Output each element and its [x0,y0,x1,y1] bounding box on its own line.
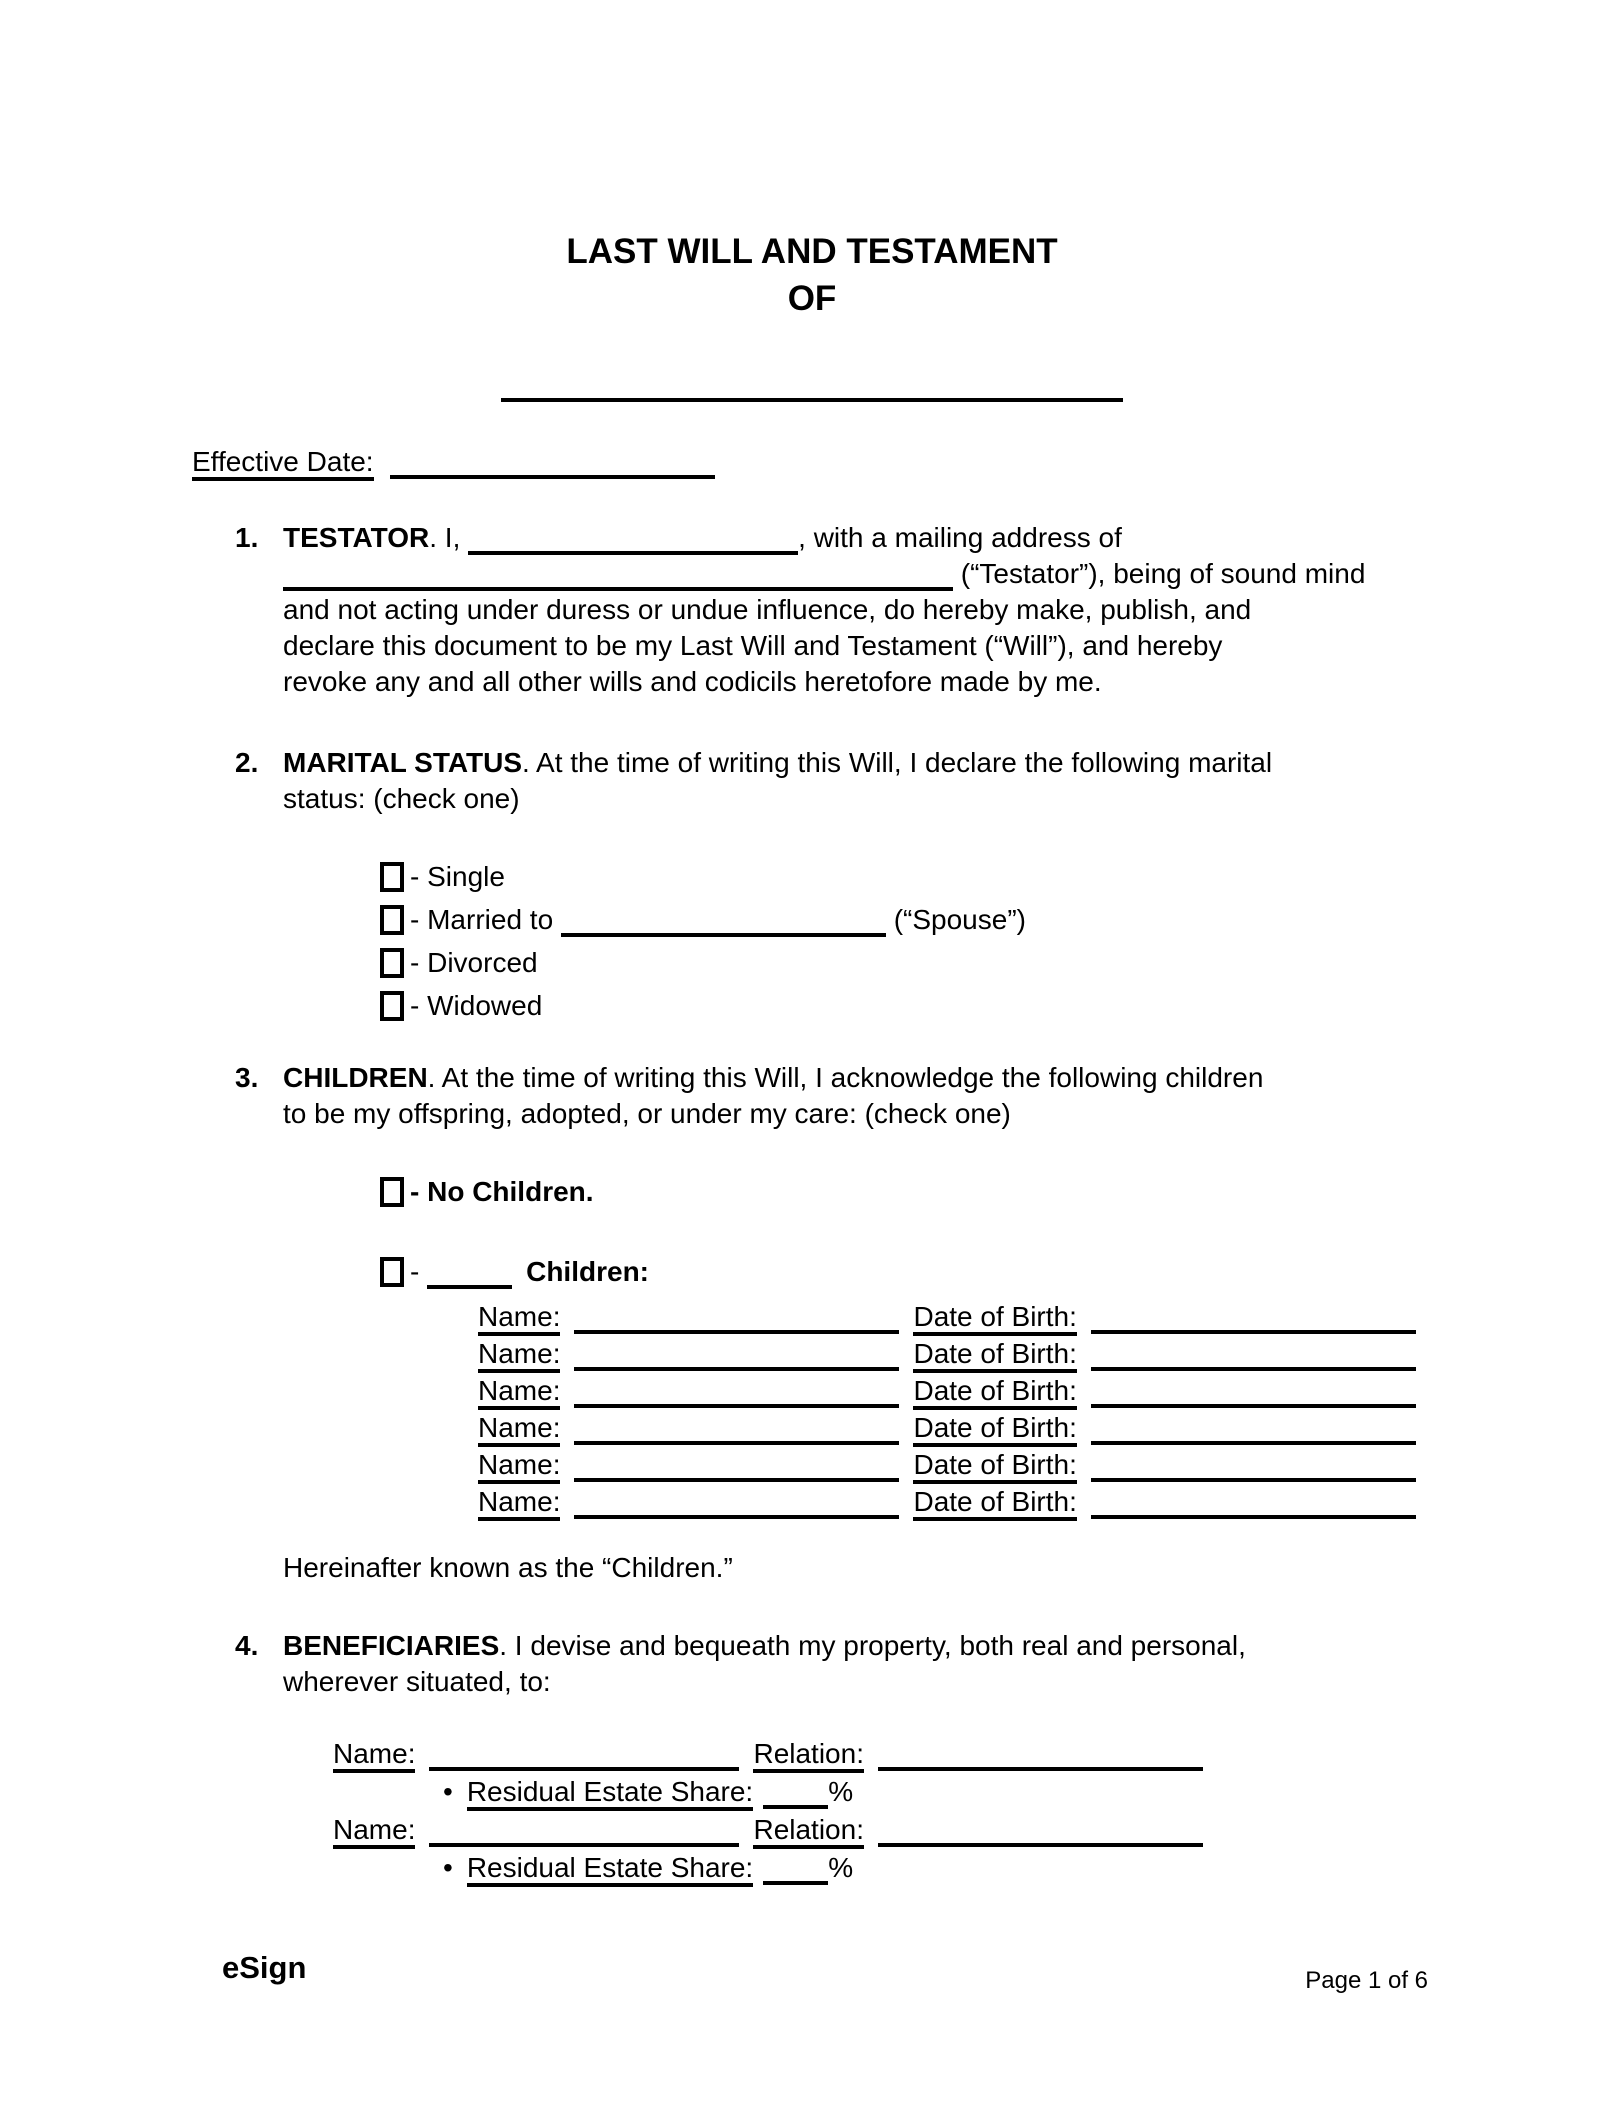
section-marital-number: 2. [235,747,259,778]
child-dob-field-4[interactable] [1091,1419,1416,1445]
option-married-label: - Married to [410,904,561,935]
checkbox-children[interactable] [380,1257,404,1287]
testator-fullname-field[interactable] [468,529,798,555]
document-title [192,228,1432,322]
testator-line4: declare this document to be my Last Will and Testament (“Will”), and hereby [283,630,1223,661]
child-name-field-6[interactable] [574,1493,899,1519]
option-single [380,855,1432,898]
option-divorced [380,941,1432,984]
beneficiaries-list [333,1735,1432,1887]
beneficiaries-line2: wherever situated, to: [283,1666,551,1697]
page-indicator: Page 1 of 6 [1305,1967,1428,1994]
child-dob-label: Date of Birth: [913,1412,1076,1447]
residual-share-field-2[interactable] [763,1859,828,1885]
children-list [478,1298,1432,1520]
checkbox-no-children[interactable] [380,1177,404,1207]
title-line2: OF [787,279,837,318]
child-dob-field-6[interactable] [1091,1493,1416,1519]
beneficiary-entry-2 [333,1811,1432,1887]
children-line2: to be my offspring, adopted, or under my care: (check one) [283,1098,1011,1129]
child-name-field-5[interactable] [574,1456,899,1482]
title-line1: LAST WILL AND TESTAMENT [566,232,1058,271]
child-dob-field-2[interactable] [1091,1345,1416,1371]
option-married [380,898,1432,941]
hereinafter-note: Hereinafter known as the “Children.” [283,1552,733,1583]
section-children [235,1060,1432,1586]
child-dob-field-1[interactable] [1091,1308,1416,1334]
residual-share-label: Residual Estate Share: [467,1776,753,1811]
child-dob-label: Date of Birth: [913,1486,1076,1521]
esign-logo: eSign [222,1950,307,1985]
no-children-label: - No Children. [410,1176,594,1207]
child-dob-label: Date of Birth: [913,1338,1076,1373]
child-name-label: Name: [478,1449,560,1484]
children-count-label: Children: [526,1256,649,1287]
beneficiary-relation-field-2[interactable] [878,1821,1203,1847]
residual-share-label: Residual Estate Share: [467,1852,753,1887]
child-name-label: Name: [478,1301,560,1336]
child-name-field-4[interactable] [574,1419,899,1445]
beneficiary-relation-label: Relation: [753,1814,864,1849]
child-name-field-2[interactable] [574,1345,899,1371]
testator-line2-end: (“Testator”), being of sound mind [953,558,1366,589]
option-divorced-label: - Divorced [410,947,538,978]
residual-share-field-1[interactable] [763,1783,828,1809]
child-row-3 [478,1372,1432,1409]
child-row-6 [478,1483,1432,1520]
child-dob-field-3[interactable] [1091,1382,1416,1408]
section-beneficiaries [235,1628,1432,1887]
child-dob-field-5[interactable] [1091,1456,1416,1482]
testator-name-field[interactable] [501,398,1123,402]
option-married-suffix: (“Spouse”) [885,904,1026,935]
checkbox-married[interactable] [380,905,404,935]
beneficiary-relation-label: Relation: [753,1738,864,1773]
marital-line1: . At the time of writing this Will, I declare the following marital [522,747,1273,778]
option-widowed [380,984,1432,1027]
option-single-label: - Single [410,861,505,892]
bullet-icon: • [443,1776,453,1807]
bullet-icon: • [443,1852,453,1883]
child-dob-label: Date of Birth: [913,1449,1076,1484]
mailing-address-field[interactable] [283,565,953,591]
effective-date-field[interactable] [390,453,715,479]
child-row-4 [478,1409,1432,1446]
child-name-label: Name: [478,1412,560,1447]
checkbox-divorced[interactable] [380,948,404,978]
section-children-number: 3. [235,1062,259,1093]
percent-sign: % [828,1852,854,1883]
section-testator [235,520,1432,700]
beneficiary-entry-1 [333,1735,1432,1811]
marital-line2: status: (check one) [283,783,520,814]
child-dob-label: Date of Birth: [913,1301,1076,1336]
testator-line3: and not acting under duress or undue influence, do hereby make, publish, and [283,594,1252,625]
beneficiary-name-field-2[interactable] [429,1821,739,1847]
effective-date-row [192,444,1432,480]
child-name-field-3[interactable] [574,1382,899,1408]
marital-options [380,855,1432,1027]
effective-date-label: Effective Date: [192,446,374,481]
option-widowed-label: - Widowed [410,990,543,1021]
percent-sign: % [828,1776,854,1807]
checkbox-widowed[interactable] [380,991,404,1021]
child-name-field-1[interactable] [574,1308,899,1334]
beneficiary-name-label: Name: [333,1814,415,1849]
children-heading: CHILDREN [283,1062,428,1093]
testator-line1-end: , with a mailing address of [798,522,1122,553]
testator-line5: revoke any and all other wills and codicils heretofore made by me. [283,666,1102,697]
child-dob-label: Date of Birth: [913,1375,1076,1410]
beneficiaries-line1: . I devise and bequeath my property, both real and personal, [499,1630,1246,1661]
checkbox-single[interactable] [380,862,404,892]
testator-line1-mid: . I, [429,522,469,553]
beneficiary-relation-field-1[interactable] [878,1745,1203,1771]
option-no-children [380,1170,1432,1213]
child-name-label: Name: [478,1375,560,1410]
children-count-dash: - [410,1256,428,1287]
beneficiary-name-field-1[interactable] [429,1745,739,1771]
children-line1: . At the time of writing this Will, I acknowledge the following children [427,1062,1264,1093]
children-count-field[interactable] [427,1263,512,1289]
testator-heading: TESTATOR [283,522,430,553]
child-row-2 [478,1335,1432,1372]
marital-heading: MARITAL STATUS [283,747,523,778]
section-testator-number: 1. [235,522,259,553]
child-row-5 [478,1446,1432,1483]
child-row-1 [478,1298,1432,1335]
section-beneficiaries-number: 4. [235,1630,259,1661]
section-marital-status [235,745,1432,1027]
spouse-name-field[interactable] [561,911,886,937]
child-name-label: Name: [478,1338,560,1373]
beneficiary-name-label: Name: [333,1738,415,1773]
child-name-label: Name: [478,1486,560,1521]
beneficiaries-heading: BENEFICIARIES [283,1630,500,1661]
option-children-count [380,1250,1432,1293]
